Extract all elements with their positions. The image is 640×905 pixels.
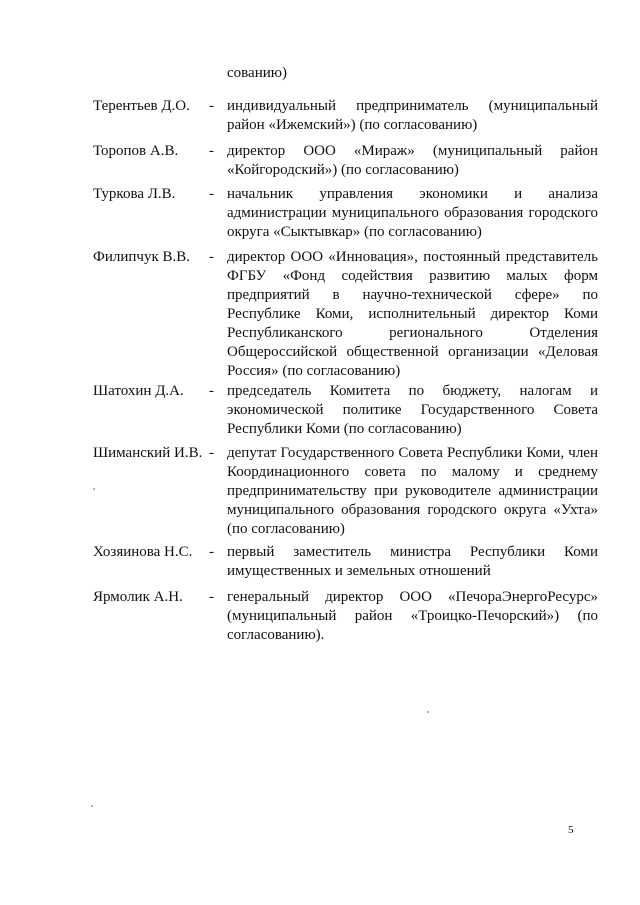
member-description: начальник управления экономики и анализа администрации муниципального образования городского округа «Сыктывкар» (по согласованию) — [227, 186, 598, 240]
member-description: директор ООО «Мираж» (муниципальный район «Койгородский») (по согласованию) — [227, 143, 598, 178]
separator-dash: - — [209, 249, 214, 265]
separator-dash: - — [209, 98, 214, 114]
separator-dash: - — [209, 589, 214, 605]
separator-dash: - — [209, 445, 214, 461]
member-name: Торопов А.В. — [93, 143, 179, 159]
member-description: директор ООО «Инновация», постоянный представитель ФГБУ «Фонд содействия развитию малых форм предприятий в научно-технической сфере» по Республике Коми, исполнительный директор Коми Республиканского регионального Отделения Общероссийской общественной организации «Деловая Россия» (по согласованию) — [227, 249, 598, 379]
member-description: депутат Государственного Совета Республики Коми, член Координационного совета по малому и среднему предпринимательству при руководителе администрации муниципального образования городского округа «Ухта» (по согласованию) — [227, 445, 598, 537]
separator-dash: - — [209, 544, 214, 560]
member-name: Шиманский И.В. — [93, 445, 203, 461]
separator-dash: - — [209, 383, 214, 399]
member-name: Терентьев Д.О. — [93, 98, 190, 114]
page-number: 5 — [568, 824, 574, 836]
member-description: председатель Комитета по бюджету, налогам и экономической политике Государственного Совета Республики Коми (по согласованию) — [227, 383, 598, 437]
member-name: Шатохин Д.А. — [93, 383, 184, 399]
member-name: Ярмолик А.Н. — [93, 589, 183, 605]
separator-dash: - — [209, 143, 214, 159]
member-description: первый заместитель министра Республики Коми имущественных и земельных отношений — [227, 544, 598, 579]
member-name: Хозяинова Н.С. — [93, 544, 193, 560]
member-name: Туркова Л.В. — [93, 186, 176, 202]
scan-speck — [93, 488, 95, 490]
continuation-text: сованию) — [227, 65, 287, 81]
scan-speck — [91, 805, 93, 807]
scan-speck — [427, 711, 429, 713]
separator-dash: - — [209, 186, 214, 202]
member-name: Филипчук В.В. — [93, 249, 191, 265]
member-description: индивидуальный предприниматель (муниципальный район «Ижемский») (по согласованию) — [227, 98, 598, 133]
member-description: генеральный директор ООО «ПечораЭнергоРесурс» (муниципальный район «Троицко-Печорский») (по согласованию). — [227, 589, 598, 643]
